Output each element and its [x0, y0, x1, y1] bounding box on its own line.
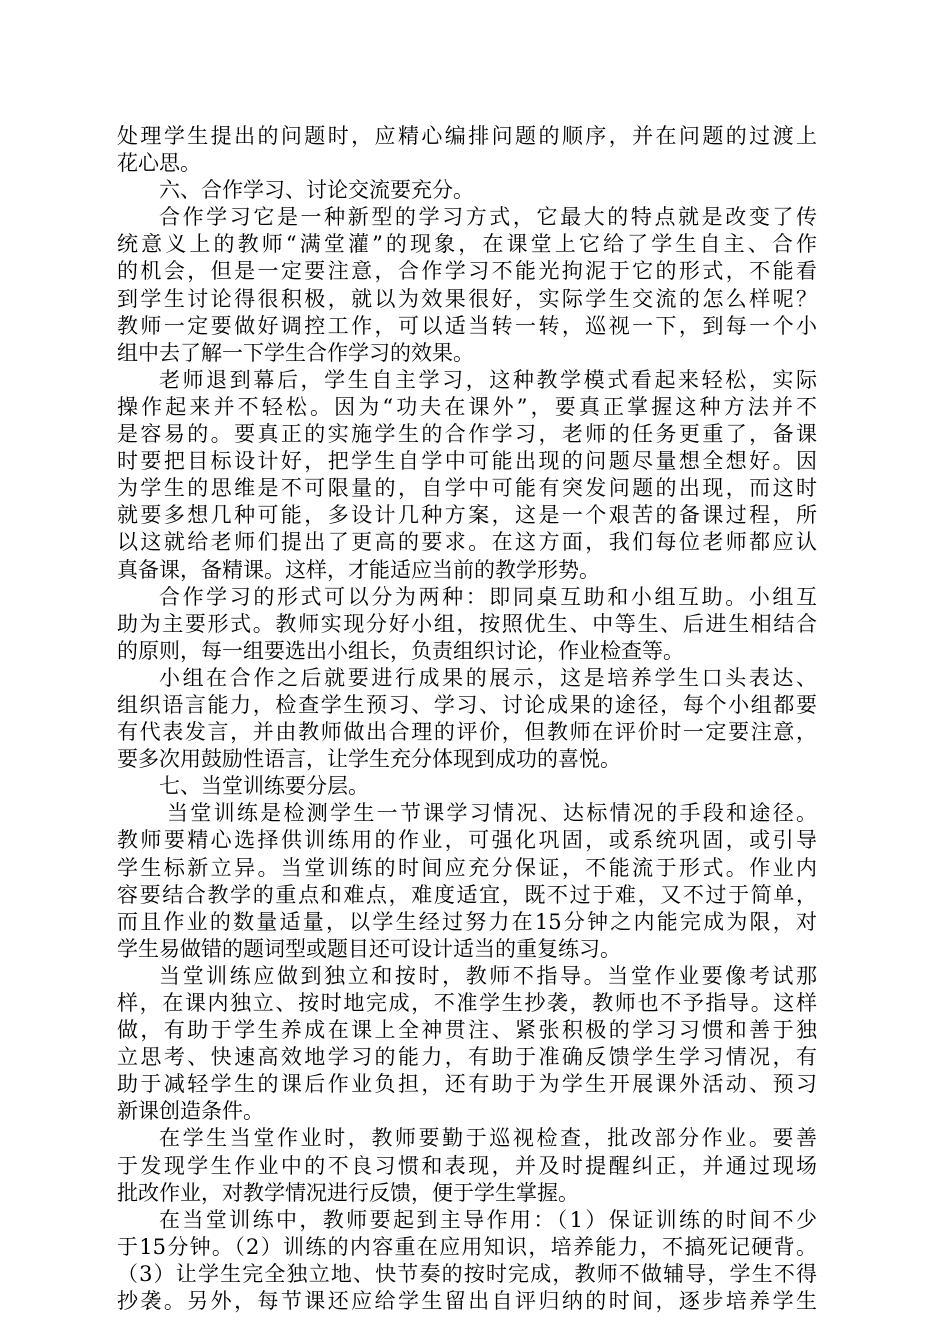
- text-line: 于15分钟。（2）训练的内容重在应用知识，培养能力，不搞死记硬背。: [117, 1234, 817, 1259]
- text-line: 立思考、快速高效地学习的能力，有助于准确反馈学生学习情况，有: [117, 1045, 817, 1070]
- text-line: 在当堂训练中，教师要起到主导作用：（1）保证训练的时间不少: [159, 1207, 817, 1232]
- text-line: 到学生讨论得很积极，就以为效果很好，实际学生交流的怎么样呢？: [117, 286, 817, 311]
- text-line: 统意义上的教师“满堂灌”的现象，在课堂上它给了学生自主、合作: [117, 232, 817, 257]
- text-line: 组中去了解一下学生合作学习的效果。: [117, 340, 474, 365]
- text-line: 当堂训练应做到独立和按时，教师不指导。当堂作业要像考试那: [159, 963, 817, 988]
- text-line: 在学生当堂作业时，教师要勤于巡视检查，批改部分作业。要善: [159, 1126, 817, 1151]
- text-line: 就要多想几种可能，多设计几种方案，这是一个艰苦的备课过程，所: [117, 503, 817, 528]
- text-line: 合作学习的形式可以分为两种：即同桌互助和小组互助。小组互: [159, 584, 817, 609]
- text-line: 以这就给老师们提出了更高的要求。在这方面，我们每位老师都应认: [117, 530, 817, 555]
- text-line: （3）让学生完全独立地、快节奏的按时完成，教师不做辅导，学生不得: [117, 1261, 817, 1286]
- text-line: 抄袭。另外，每节课还应给学生留出自评归纳的时间，逐步培养学生: [117, 1289, 817, 1314]
- text-line: 要多次用鼓励性语言，让学生充分体现到成功的喜悦。: [117, 747, 621, 772]
- section-heading: 七、当堂训练要分层。: [159, 774, 369, 799]
- text-line: 有代表发言，并由教师做出合理的评价，但教师在评价时一定要注意，: [117, 720, 817, 745]
- document-body: [117, 123, 817, 1315]
- text-line: 教师一定要做好调控工作，可以适当转一转，巡视一下，到每一个小: [117, 313, 817, 338]
- text-line: 学生易做错的题词型或题目还可设计适当的重复练习。: [117, 936, 621, 961]
- text-line: 新课创造条件。: [117, 1099, 264, 1124]
- text-line: 老师退到幕后，学生自主学习，这种教学模式看起来轻松，实际: [159, 367, 817, 392]
- text-line: 为学生的思维是不可限量的，自学中可能有突发问题的出现，而这时: [117, 476, 817, 501]
- text-line: 样，在课内独立、按时地完成，不准学生抄袭，教师也不予指导。这样: [117, 991, 817, 1015]
- text-line: 当堂训练是检测学生一节课学习情况、达标情况的手段和途径。: [167, 801, 817, 826]
- text-line: 助于减轻学生的课后作业负担，还有助于为学生开展课外活动、预习: [117, 1072, 817, 1097]
- text-line: 的原则，每一组要选出小组长，负责组织讨论，作业检查等。: [117, 638, 684, 663]
- text-line: 操作起来并不轻松。因为“功夫在课外”，要真正掌握这种方法并不: [117, 394, 817, 419]
- text-line: 助为主要形式。教师实现分好小组，按照优生、中等生、后进生相结合: [117, 611, 817, 636]
- text-line: 教师要精心选择供训练用的作业，可强化巩固，或系统巩固，或引导: [117, 828, 817, 853]
- text-line: 花心思。: [117, 151, 201, 176]
- text-line: 于发现学生作业中的不良习惯和表现，并及时提醒纠正，并通过现场: [117, 1153, 817, 1178]
- section-heading: 六、合作学习、讨论交流要充分。: [159, 178, 474, 203]
- text-line: 处理学生提出的问题时，应精心编排问题的顺序，并在问题的过渡上: [117, 124, 817, 148]
- text-line: 合作学习它是一种新型的学习方式，它最大的特点就是改变了传: [159, 205, 817, 230]
- text-line: 小组在合作之后就要进行成果的展示，这是培养学生口头表达、: [159, 665, 817, 690]
- text-line: 时要把目标设计好，把学生自学中可能出现的问题尽量想全想好。因: [117, 449, 817, 474]
- text-line: 组织语言能力，检查学生预习、学习、讨论成果的途径，每个小组都要: [117, 692, 817, 717]
- text-line: 而且作业的数量适量，以学生经过努力在15分钟之内能完成为限，对: [117, 909, 817, 934]
- text-line: 容要结合教学的重点和难点，难度适宜，既不过于难，又不过于简单，: [117, 882, 817, 907]
- text-line: 做，有助于学生养成在课上全神贯注、紧张积极的学习习惯和善于独: [117, 1018, 817, 1043]
- text-line: 真备课，备精课。这样，才能适应当前的教学形势。: [117, 557, 600, 582]
- text-line: 是容易的。要真正的实施学生的合作学习，老师的任务更重了，备课: [117, 422, 817, 447]
- text-line: 的机会，但是一定要注意，合作学习不能光拘泥于它的形式，不能看: [117, 259, 817, 284]
- text-line: 批改作业，对教学情况进行反馈，便于学生掌握。: [117, 1180, 579, 1205]
- text-line: 学生标新立异。当堂训练的时间应充分保证，不能流于形式。作业内: [117, 855, 817, 880]
